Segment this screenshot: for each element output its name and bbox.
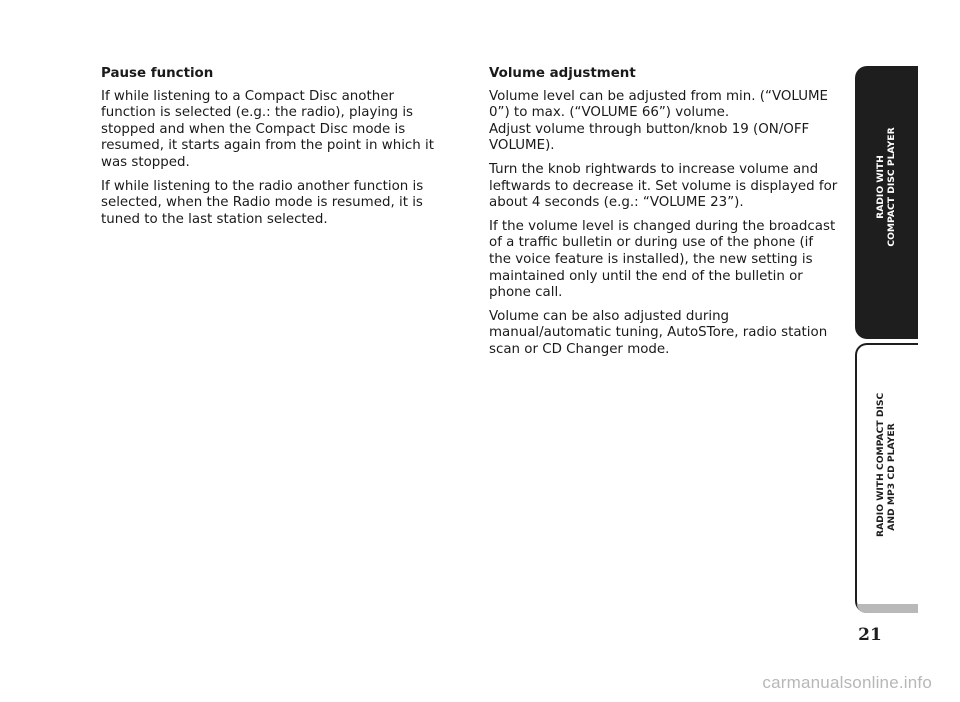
section-tab-radio-cd-label: RADIO WITH COMPACT DISC PLAYER bbox=[875, 127, 897, 247]
paragraph: If while listening to a Compact Disc another function is selected (e.g.: the radio), playing is stopped and when the Compact Disc mode is resumed, it starts again from the point in which it was stopped. bbox=[101, 88, 434, 170]
paragraph: Volume can be also adjusted during manual/automatic tuning, AutoSTore, radio station scan or CD Changer mode. bbox=[489, 308, 828, 357]
paragraph: Turn the knob rightwards to increase volume and leftwards to decrease it. Set volume is displayed for about 4 seconds (e.g.: “VOLUME 23”). bbox=[489, 161, 838, 211]
watermark: carmanualsonline.info bbox=[762, 673, 932, 692]
right-column bbox=[489, 66, 839, 366]
section-tab-radio-mp3-label: RADIO WITH COMPACT DISC AND MP3 CD PLAYER bbox=[875, 392, 897, 537]
volume-adjustment-heading: Volume adjustment bbox=[489, 66, 636, 81]
paragraph: If while listening to the radio another function is selected, when the Radio mode is resumed, it is tuned to the last station selected. bbox=[101, 178, 424, 227]
paragraph: Adjust volume through button/knob 19 (ON/OFF VOLUME). bbox=[489, 121, 810, 154]
paragraph: Volume level can be adjusted from min. (“VOLUME 0”) to max. (“VOLUME 66”) volume. bbox=[489, 88, 829, 121]
page-number: 21 bbox=[858, 625, 882, 645]
paragraph: If the volume level is changed during the broadcast of a traffic bulletin or during use of the phone (if the voice feature is installed), the new setting is maintained only until the end of the bulletin or phone call. bbox=[489, 218, 836, 301]
pause-function-heading: Pause function bbox=[101, 66, 214, 81]
left-column bbox=[101, 66, 451, 235]
tab-shadow bbox=[857, 604, 918, 613]
